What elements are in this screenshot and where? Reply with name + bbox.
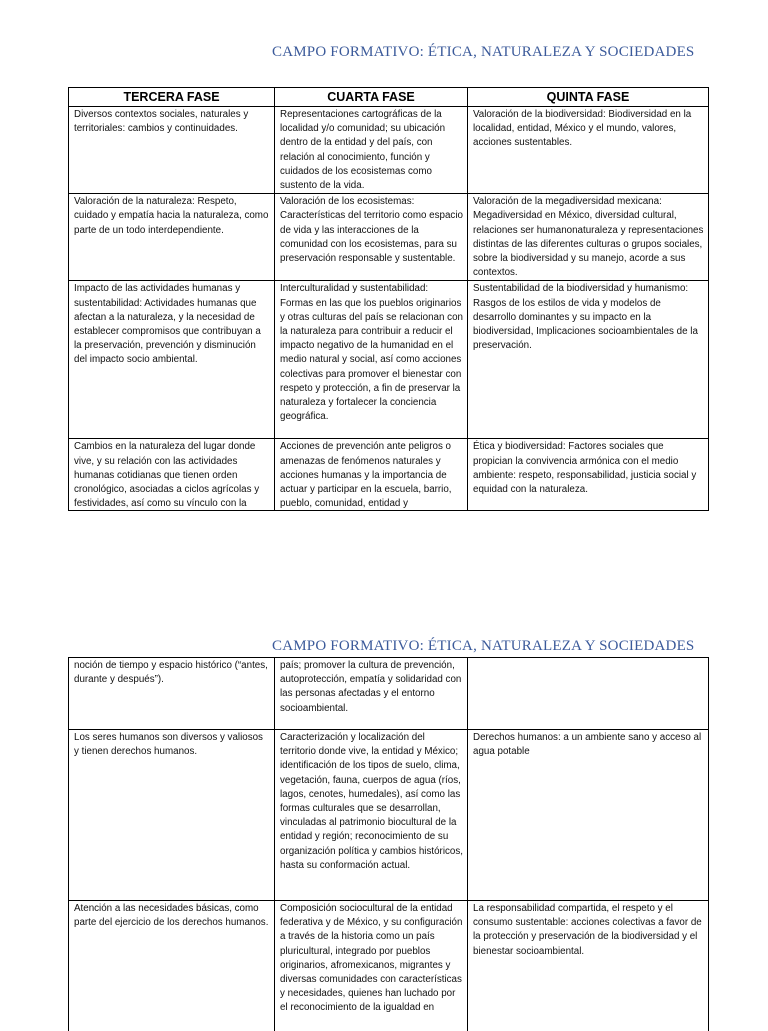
table-cell: noción de tiempo y espacio histórico (“antes, durante y después”).	[69, 658, 275, 730]
table-cell	[275, 901, 468, 1031]
table-cell	[468, 439, 709, 511]
table-cell: Sustentabilidad de la biodiversidad y humanismo: Rasgos de los estilos de vida y modelos de desarrollo dominantes y su impacto en la biodiversidad, Implicaciones socioambientales de la preservación.	[468, 281, 709, 439]
cell-text: Composición sociocultural de la entidad federativa y de México, y su configuración a través de la historia como un país pluricultural, integrado por pueblos originarios, afromexicanos, migrantes y diversas comunidades con características y necesidades, quienes han luchado por el reconocimiento de la igualdad en	[280, 903, 463, 1014]
header-cuarta-fase: CUARTA FASE	[275, 88, 468, 107]
table-cell: país; promover la cultura de prevención, autoprotección, empatía y solidaridad con las personas afectadas y el entorno socioambiental.	[275, 658, 468, 730]
table-cell: Valoración de la biodiversidad: Biodiversidad en la localidad, entidad, México y el mundo, valores, acciones sustentables.	[468, 107, 709, 194]
table-cell: Caracterización y localización del territorio donde vive, la entidad y México; identificación de los tipos de suelo, clima, vegetación, fauna, cuerpos de agua (ríos, lagos, cenotes, humedales), así como las formas culturales que se desarrollan, vinculadas al patrimonio biocultural de la entidad y región; reconocimiento de su organización política y cambios históricos, hasta su conformación actual.	[275, 730, 468, 901]
table-row	[69, 107, 709, 194]
table-cell: Los seres humanos son diversos y valiosos y tienen derechos humanos.	[69, 730, 275, 901]
table-cell: Interculturalidad y sustentabilidad: Formas en las que los pueblos originarios y otras culturas del país se relacionan con la naturaleza para contribuir a reducir el impacto negativo de la humanidad en el medio natural y social, así como acciones colectivas para promover el bienestar con respeto y protección, a fin de preservar la naturaleza y fortalecer la conciencia geográfica.	[275, 281, 468, 439]
page-title: CAMPO FORMATIVO: ÉTICA, NATURALEZA Y SOCIEDADES	[272, 44, 695, 60]
table-row	[69, 281, 709, 439]
table-row	[69, 901, 709, 1031]
table-row	[69, 194, 709, 281]
cell-text: Atención a las necesidades básicas, como parte del ejercicio de los derechos humanos.	[74, 903, 269, 929]
competency-table-continued	[68, 657, 709, 1031]
table-cell	[275, 439, 468, 511]
table-cell	[468, 658, 709, 730]
page-title: CAMPO FORMATIVO: ÉTICA, NATURALEZA Y SOCIEDADES	[272, 638, 695, 654]
table-row	[69, 439, 709, 511]
table-cell	[468, 901, 709, 1031]
table-cell	[69, 901, 275, 1031]
cell-text: La responsabilidad compartida, el respeto y el consumo sustentable: acciones colectivas a favor de la protección y preservación de la biodiversidad y el bienestar socioambiental.	[473, 903, 702, 957]
table-cell: Impacto de las actividades humanas y sustentabilidad: Actividades humanas que afectan a la naturaleza, y la necesidad de establecer compromisos que contribuyan a la preservación, prevención y disminución del impacto socio ambiental.	[69, 281, 275, 439]
competency-table	[68, 87, 709, 511]
table-cell: Valoración de los ecosistemas: Características del territorio como espacio de vida y las interacciones de la comunidad con los ecosistemas, para su preservación responsable y sustentable.	[275, 194, 468, 281]
header-tercera-fase: TERCERA FASE	[69, 88, 275, 107]
table-cell: Valoración de la naturaleza: Respeto, cuidado y empatía hacia la naturaleza, como parte de un todo interdependiente.	[69, 194, 275, 281]
table-cell: Derechos humanos: a un ambiente sano y acceso al agua potable	[468, 730, 709, 901]
table-cell: Diversos contextos sociales, naturales y territoriales: cambios y continuidades.	[69, 107, 275, 194]
cell-text: Ética y biodiversidad: Factores sociales que propician la convivencia armónica con el medio ambiente: respeto, responsabilidad, justicia social y equidad con la naturaleza.	[473, 441, 697, 496]
table-cell	[69, 439, 275, 511]
cell-text: Cambios en la naturaleza del lugar donde vive, y su relación con las actividades humanas cotidianas que tienen orden cronológico, asociadas a ciclos agrícolas y festividades, así como su vínculo con la	[74, 441, 260, 510]
table-row	[69, 730, 709, 901]
table-cell: Valoración de la megadiversidad mexicana: Megadiversidad en México, diversidad cultural, relaciones ser humanonaturaleza y representaciones distintas de las diferentes culturas o grupos sociales, sobre la biodiversidad y su manejo, acorde a sus contextos.	[468, 194, 709, 281]
table-row	[69, 658, 709, 730]
cell-text: Acciones de prevención ante peligros o amenazas de fenómenos naturales y acciones humanas y la importancia de actuar y participar en la escuela, barrio, pueblo, comunidad, entidad y	[280, 441, 452, 510]
header-quinta-fase: QUINTA FASE	[468, 88, 709, 107]
table-cell: Representaciones cartográficas de la localidad y/o comunidad; su ubicación dentro de la entidad y del país, con relación al conocimiento, función y cuidados de los ecosistemas como sustento de la vida.	[275, 107, 468, 194]
table-header-row	[69, 88, 709, 107]
